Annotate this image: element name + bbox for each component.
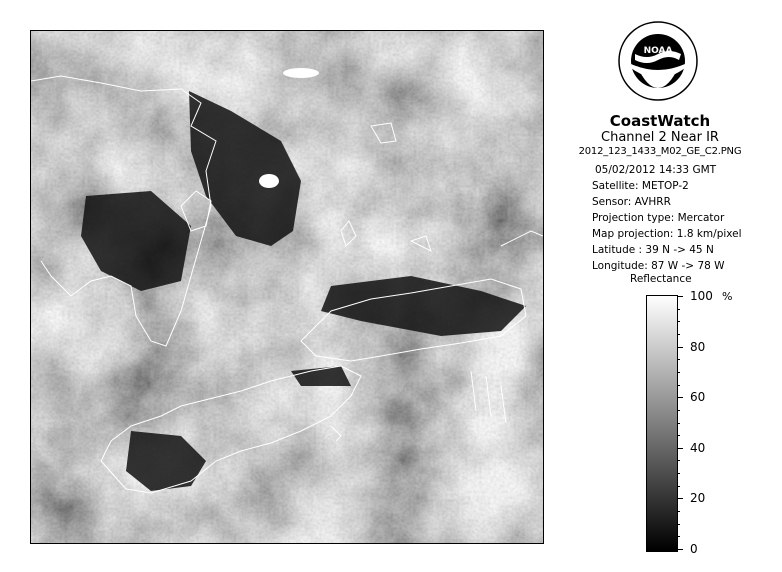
- image-filename: 2012_123_1433_M02_GE_C2.PNG: [578, 146, 742, 157]
- colorbar-minor-tick: [677, 423, 680, 424]
- colorbar-tick: [677, 498, 683, 499]
- colorbar-tick: [677, 549, 683, 550]
- product-title: CoastWatch: [609, 112, 711, 130]
- legend-unit: %: [722, 290, 733, 303]
- colorbar-minor-tick: [677, 536, 680, 537]
- colorbar-minor-tick: [677, 372, 680, 373]
- satellite-imagery-svg: [31, 31, 543, 543]
- colorbar-tick-label: 20: [690, 491, 706, 506]
- reflectance-colorbar: [646, 295, 678, 552]
- satellite-image: [30, 30, 544, 544]
- colorbar-tick: [677, 448, 683, 449]
- ice-patch: [283, 68, 319, 78]
- legend-title: Reflectance: [630, 273, 692, 285]
- longitude-label: Longitude: 87 W -> 78 W: [592, 260, 725, 272]
- acquisition-datetime: 05/02/2012 14:33 GMT: [595, 164, 717, 176]
- colorbar-minor-tick: [677, 524, 680, 525]
- channel-label: Channel 2 Near IR: [601, 130, 719, 145]
- map-projection-label: Map projection: 1.8 km/pixel: [592, 228, 742, 240]
- colorbar-minor-tick: [677, 385, 680, 386]
- colorbar-minor-tick: [677, 486, 680, 487]
- projection-type-label: Projection type: Mercator: [592, 212, 725, 224]
- colorbar-tick-label: 60: [690, 390, 706, 405]
- colorbar-tick-label: 40: [690, 440, 706, 455]
- colorbar-tick: [677, 347, 683, 348]
- colorbar-minor-tick: [677, 511, 680, 512]
- colorbar-tick: [677, 296, 683, 297]
- latitude-label: Latitude : 39 N -> 45 N: [592, 244, 714, 256]
- colorbar-tick-label: 0: [690, 542, 698, 556]
- colorbar-minor-tick: [677, 410, 680, 411]
- colorbar-minor-tick: [677, 321, 680, 322]
- noaa-logo-text: NOAA: [643, 46, 673, 56]
- colorbar-minor-tick: [677, 359, 680, 360]
- colorbar-minor-tick: [677, 473, 680, 474]
- colorbar-minor-tick: [677, 309, 680, 310]
- noaa-logo-svg: [617, 20, 699, 102]
- satellite-label: Satellite: METOP-2: [592, 180, 689, 192]
- colorbar-minor-tick: [677, 334, 680, 335]
- ice-patch: [259, 174, 279, 188]
- colorbar-minor-tick: [677, 460, 680, 461]
- noaa-logo: [617, 20, 699, 102]
- colorbar-tick: [677, 397, 683, 398]
- colorbar-minor-tick: [677, 435, 680, 436]
- colorbar-tick-label: 100: [690, 289, 713, 303]
- sensor-label: Sensor: AVHRR: [592, 196, 671, 208]
- colorbar-tick-label: 80: [690, 339, 706, 354]
